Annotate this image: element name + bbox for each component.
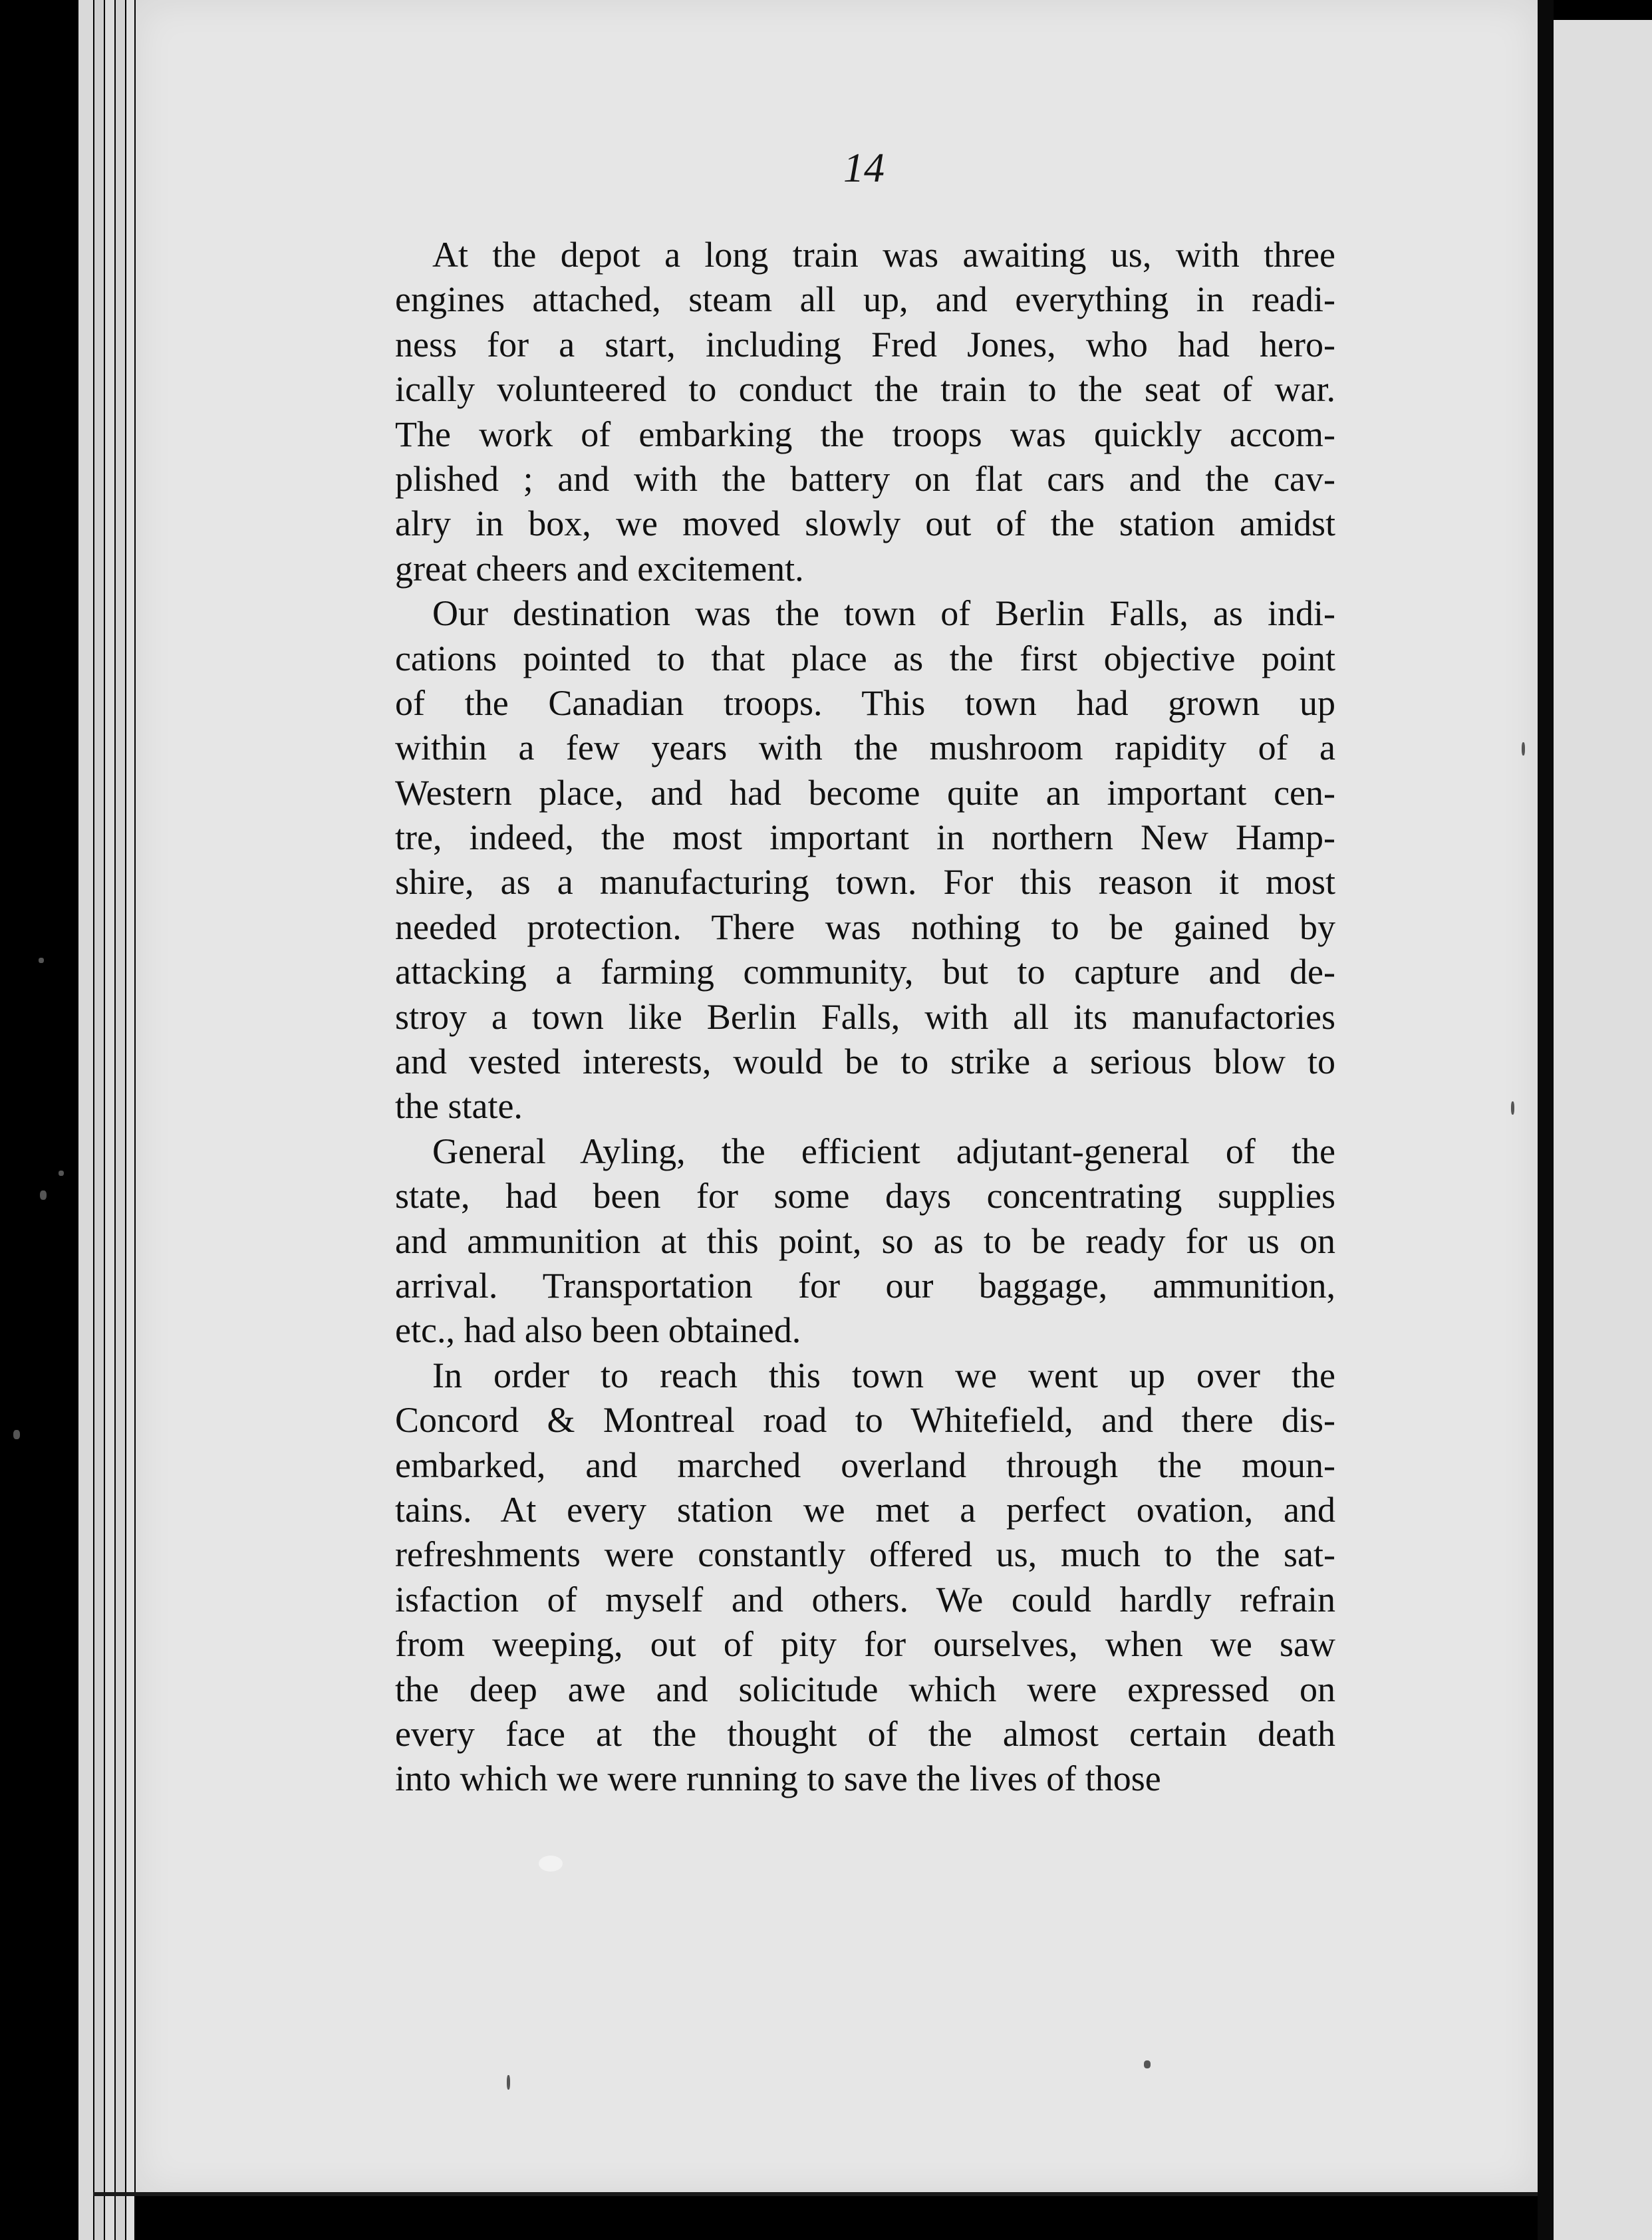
paragraph — [395, 591, 1335, 1129]
text-line: cations pointed to that place as the first objective point — [395, 638, 1335, 678]
scan-speck — [1144, 2060, 1151, 2068]
body-text — [395, 233, 1335, 1802]
text-line: ness for a start, including Fred Jones, who had hero- — [395, 324, 1335, 364]
text-line: At the depot a long train was awaiting us, with three — [432, 235, 1335, 275]
scan-speck — [59, 1171, 64, 1176]
text-line: General Ayling, the efficient adjutant-general of the — [432, 1131, 1335, 1171]
text-line: In order to reach this town we went up over the — [432, 1355, 1335, 1395]
text-line: etc., had also been obtained. — [395, 1310, 801, 1351]
text-line: every face at the thought of the almost certain death — [395, 1713, 1335, 1754]
facing-page-edge — [1554, 20, 1652, 2240]
scan-speck — [1511, 1101, 1514, 1115]
text-line: stroy a town like Berlin Falls, with all its manufactories — [395, 996, 1335, 1037]
scan-speck — [539, 1856, 563, 1872]
text-line: ically volunteered to conduct the train to the seat of war. — [395, 369, 1335, 410]
text-line: Western place, and had become quite an important cen- — [395, 772, 1335, 813]
text-line: embarked, and marched overland through the moun- — [395, 1445, 1335, 1485]
text-line: plished ; and with the battery on flat cars and the cav- — [395, 458, 1335, 499]
text-line: tre, indeed, the most important in northern New Hamp- — [395, 817, 1335, 858]
text-line: Concord & Montreal road to Whitefield, and there dis- — [395, 1400, 1335, 1441]
text-line: and ammunition at this point, so as to be ready for us on — [395, 1220, 1335, 1261]
scan-speck — [39, 958, 44, 963]
scan-speck — [1522, 742, 1525, 756]
text-line: needed protection. There was nothing to be gained by — [395, 907, 1335, 947]
text-line: The work of embarking the troops was quickly accom- — [395, 414, 1335, 454]
page-edge — [116, 0, 125, 2240]
page-edge — [105, 0, 114, 2240]
scan-speck — [13, 1430, 20, 1439]
text-line: into which we were running to save the lives of those — [395, 1758, 1161, 1799]
text-line: tains. At every station we met a perfect ovation, and — [395, 1489, 1335, 1530]
text-line: the deep awe and solicitude which were expressed on — [395, 1669, 1335, 1709]
gutter — [1538, 0, 1554, 2240]
text-line: within a few years with the mushroom rapidity of a — [395, 728, 1335, 768]
paragraph — [395, 1353, 1335, 1802]
text-line: shire, as a manufacturing town. For this reason it most — [395, 862, 1335, 903]
page-edge — [78, 0, 93, 2240]
text-line: Our destination was the town of Berlin Falls, as indi- — [432, 593, 1335, 634]
text-line: attacking a farming community, but to capture and de- — [395, 952, 1335, 992]
text-line: and vested interests, would be to strike a serious blow to — [395, 1042, 1335, 1082]
text-line: alry in box, we moved slowly out of the station amidst — [395, 503, 1335, 544]
page-edge — [126, 0, 134, 2240]
text-line: refreshments were constantly offered us, much to the sat- — [395, 1534, 1335, 1575]
scan-speck — [40, 1190, 47, 1200]
scan-speck — [507, 2075, 510, 2090]
page-number: 14 — [843, 146, 885, 191]
page-bottom-edge — [93, 2192, 1538, 2196]
paragraph — [395, 1129, 1335, 1353]
page-edge — [94, 0, 104, 2240]
text-line: of the Canadian troops. This town had grown up — [395, 682, 1335, 723]
text-line: from weeping, out of pity for ourselves, when we saw — [395, 1624, 1335, 1665]
text-line: state, had been for some days concentrating supplies — [395, 1176, 1335, 1216]
paragraph — [395, 233, 1335, 591]
text-line: isfaction of myself and others. We could hardly refrain — [395, 1579, 1335, 1619]
text-line: the state. — [395, 1086, 523, 1127]
text-line: great cheers and excitement. — [395, 548, 804, 589]
text-line: engines attached, steam all up, and everything in readi- — [395, 279, 1335, 320]
text-line: arrival. Transportation for our baggage, ammunition, — [395, 1265, 1335, 1306]
